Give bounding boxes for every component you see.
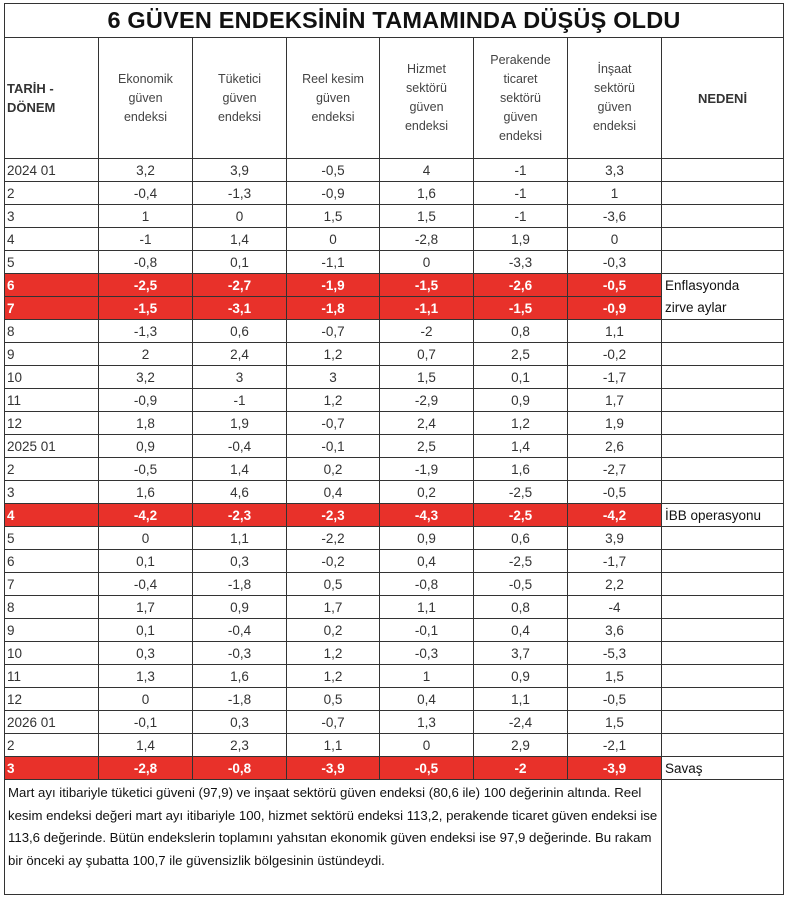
cell-economic: -0,8: [99, 251, 193, 274]
row-date: 6: [5, 274, 99, 297]
cell-real-sector: -0,9: [287, 182, 380, 205]
cell-economic: 1,6: [99, 481, 193, 504]
header-line: güven: [222, 90, 257, 105]
table-row: [5, 159, 784, 182]
cell-economic: -2,8: [99, 757, 193, 780]
cell-retail: -1: [474, 205, 568, 228]
cell-services: 1,5: [380, 205, 474, 228]
cell-construction: -1,7: [568, 366, 662, 389]
cell-services: 1,6: [380, 182, 474, 205]
cell-real-sector: -2,3: [287, 504, 380, 527]
row-date: 5: [5, 251, 99, 274]
header-consumer-confidence: [193, 38, 287, 159]
header-line: İnşaat: [597, 62, 632, 76]
header-line: sektörü: [406, 81, 447, 95]
cell-real-sector: 0,2: [287, 458, 380, 481]
cell-real-sector: -0,5: [287, 159, 380, 182]
cell-construction: 3,9: [568, 527, 662, 550]
header-line: Perakende: [490, 52, 551, 67]
row-reason: [662, 642, 784, 665]
table-row: [5, 228, 784, 251]
cell-services: 1,3: [380, 711, 474, 734]
cell-economic: -0,4: [99, 573, 193, 596]
cell-consumer: -0,4: [193, 435, 287, 458]
cell-services: -1,9: [380, 458, 474, 481]
cell-services: -2,9: [380, 389, 474, 412]
table-row: [5, 458, 784, 481]
cell-real-sector: -0,1: [287, 435, 380, 458]
cell-construction: 1,7: [568, 389, 662, 412]
cell-construction: 2,2: [568, 573, 662, 596]
cell-construction: -0,5: [568, 481, 662, 504]
cell-services: 0: [380, 734, 474, 757]
confidence-index-table: [4, 3, 784, 895]
cell-real-sector: -1,9: [287, 274, 380, 297]
cell-retail: 1,6: [474, 458, 568, 481]
cell-services: 0,2: [380, 481, 474, 504]
row-date: 7: [5, 297, 99, 320]
cell-services: 0,4: [380, 688, 474, 711]
cell-real-sector: 1,2: [287, 389, 380, 412]
header-line: endeksi: [498, 128, 543, 143]
cell-services: 2,5: [380, 435, 474, 458]
cell-construction: 0: [568, 228, 662, 251]
row-date: 2026 01: [5, 711, 99, 734]
cell-consumer: 1,4: [193, 458, 287, 481]
cell-retail: -2,5: [474, 504, 568, 527]
header-date: [5, 38, 99, 159]
note-text: Mart ayı itibariyle tüketici güveni (97,9) ve inşaat sektörü güven endeksi (80,6 ile) 100 değerinin altında. Reel kesim endeksi değeri mart ayı itibariyle 100, hizmet sektörü endeksi 113,2, perakende ticaret güven endeksi ise 113,6 değerinde. Bütün endekslerin toplamını yahsıtan ekonomik güven endeksi ise 97,9 değerinde. Bu rakam bir önceki ay şubatta 100,7 ile güvensizlik bölgesinin üstündeydi.: [5, 780, 662, 895]
row-date: 6: [5, 550, 99, 573]
row-date: 2: [5, 734, 99, 757]
table-row: [5, 389, 784, 412]
cell-economic: -0,1: [99, 711, 193, 734]
cell-real-sector: -1,1: [287, 251, 380, 274]
cell-consumer: 0,9: [193, 596, 287, 619]
cell-construction: -1,7: [568, 550, 662, 573]
cell-economic: -1,3: [99, 320, 193, 343]
cell-services: -0,3: [380, 642, 474, 665]
header-line: endeksi: [123, 109, 168, 124]
cell-services: 1,5: [380, 366, 474, 389]
row-reason: [662, 665, 784, 688]
cell-retail: 1,2: [474, 412, 568, 435]
row-date: 10: [5, 366, 99, 389]
cell-retail: 0,9: [474, 389, 568, 412]
table-row: [5, 366, 784, 389]
header-date-line-2: DÖNEM: [7, 100, 56, 115]
cell-real-sector: -0,2: [287, 550, 380, 573]
cell-services: 0,7: [380, 343, 474, 366]
cell-real-sector: 3: [287, 366, 380, 389]
table-row: [5, 527, 784, 550]
cell-real-sector: -3,9: [287, 757, 380, 780]
cell-services: 0: [380, 251, 474, 274]
row-date: 12: [5, 412, 99, 435]
table-row: [5, 665, 784, 688]
note-row: [5, 780, 784, 895]
header-construction-confidence: [568, 38, 662, 159]
cell-real-sector: 0,2: [287, 619, 380, 642]
cell-services: 2,4: [380, 412, 474, 435]
cell-economic: 1,7: [99, 596, 193, 619]
header-line: güven: [409, 100, 444, 114]
cell-real-sector: 1,1: [287, 734, 380, 757]
table-row: [5, 251, 784, 274]
confidence-index-table-container: [4, 3, 783, 895]
table-row: [5, 596, 784, 619]
cell-services: 0,4: [380, 550, 474, 573]
header-line: endeksi: [404, 119, 449, 133]
header-reason: NEDENİ: [662, 38, 784, 159]
row-date: 2: [5, 458, 99, 481]
row-date: 3: [5, 757, 99, 780]
table-title: 6 GÜVEN ENDEKSİNİN TAMAMINDA DÜŞÜŞ OLDU: [5, 4, 784, 38]
row-reason: [662, 688, 784, 711]
cell-real-sector: -2,2: [287, 527, 380, 550]
header-line: endeksi: [217, 109, 262, 124]
table-row: [5, 550, 784, 573]
row-reason: [662, 389, 784, 412]
cell-economic: 3,2: [99, 159, 193, 182]
row-reason: [662, 458, 784, 481]
cell-retail: -0,5: [474, 573, 568, 596]
cell-economic: 0,1: [99, 550, 193, 573]
row-reason: Enflasyonda: [662, 274, 784, 297]
cell-retail: 2,5: [474, 343, 568, 366]
cell-consumer: 2,4: [193, 343, 287, 366]
cell-retail: 0,1: [474, 366, 568, 389]
cell-real-sector: 0,4: [287, 481, 380, 504]
cell-retail: 1,1: [474, 688, 568, 711]
table-row: [5, 757, 784, 780]
row-reason: [662, 550, 784, 573]
row-date: 9: [5, 343, 99, 366]
cell-retail: -2,4: [474, 711, 568, 734]
cell-retail: -2,5: [474, 550, 568, 573]
cell-real-sector: -0,7: [287, 711, 380, 734]
cell-retail: -1: [474, 182, 568, 205]
cell-economic: 1,8: [99, 412, 193, 435]
row-reason: [662, 435, 784, 458]
cell-consumer: -1,8: [193, 573, 287, 596]
cell-retail: 0,8: [474, 320, 568, 343]
cell-construction: -0,9: [568, 297, 662, 320]
table-row: [5, 711, 784, 734]
row-date: 10: [5, 642, 99, 665]
table-row: [5, 205, 784, 228]
header-line: güven: [597, 100, 632, 114]
row-reason: [662, 228, 784, 251]
cell-construction: -0,5: [568, 274, 662, 297]
cell-construction: -0,3: [568, 251, 662, 274]
cell-consumer: 0: [193, 205, 287, 228]
table-row: [5, 481, 784, 504]
row-date: 4: [5, 504, 99, 527]
cell-economic: 1,3: [99, 665, 193, 688]
cell-economic: 0: [99, 527, 193, 550]
row-reason: [662, 573, 784, 596]
cell-economic: 3,2: [99, 366, 193, 389]
cell-construction: 1,1: [568, 320, 662, 343]
cell-real-sector: 0,5: [287, 573, 380, 596]
cell-economic: -1: [99, 228, 193, 251]
row-reason: İBB operasyonu: [662, 504, 784, 527]
cell-consumer: 1,4: [193, 228, 287, 251]
cell-retail: -2: [474, 757, 568, 780]
table-row: [5, 435, 784, 458]
cell-services: -0,1: [380, 619, 474, 642]
cell-real-sector: -1,8: [287, 297, 380, 320]
cell-construction: -3,9: [568, 757, 662, 780]
cell-consumer: 0,1: [193, 251, 287, 274]
cell-consumer: 0,3: [193, 711, 287, 734]
cell-construction: -5,3: [568, 642, 662, 665]
table-row: [5, 734, 784, 757]
cell-construction: -0,2: [568, 343, 662, 366]
cell-real-sector: 1,2: [287, 343, 380, 366]
header-real-sector-confidence: [287, 38, 380, 159]
row-reason: [662, 343, 784, 366]
header-line: güven: [128, 90, 163, 105]
cell-services: 4: [380, 159, 474, 182]
cell-consumer: 1,9: [193, 412, 287, 435]
cell-construction: -0,5: [568, 688, 662, 711]
cell-retail: 0,8: [474, 596, 568, 619]
cell-services: 0,9: [380, 527, 474, 550]
cell-construction: 2,6: [568, 435, 662, 458]
cell-construction: 1: [568, 182, 662, 205]
cell-retail: 2,9: [474, 734, 568, 757]
cell-economic: 1: [99, 205, 193, 228]
row-reason: [662, 412, 784, 435]
cell-retail: -1: [474, 159, 568, 182]
row-date: 7: [5, 573, 99, 596]
table-row: [5, 182, 784, 205]
cell-consumer: -1,3: [193, 182, 287, 205]
note-empty-cell: [662, 780, 784, 895]
cell-retail: 3,7: [474, 642, 568, 665]
cell-consumer: 0,3: [193, 550, 287, 573]
row-date: 5: [5, 527, 99, 550]
cell-real-sector: 1,5: [287, 205, 380, 228]
row-date: 3: [5, 481, 99, 504]
table-row: [5, 504, 784, 527]
cell-real-sector: 1,2: [287, 642, 380, 665]
row-date: 8: [5, 596, 99, 619]
row-reason: [662, 251, 784, 274]
cell-construction: -3,6: [568, 205, 662, 228]
row-reason: [662, 619, 784, 642]
cell-consumer: 2,3: [193, 734, 287, 757]
row-date: 11: [5, 665, 99, 688]
row-reason: [662, 596, 784, 619]
table-row: [5, 619, 784, 642]
header-line: Hizmet: [407, 62, 446, 76]
row-reason: [662, 527, 784, 550]
table-body: [5, 159, 784, 780]
header-line: ticaret: [503, 71, 538, 86]
cell-economic: 0,9: [99, 435, 193, 458]
cell-retail: -1,5: [474, 297, 568, 320]
cell-economic: -0,4: [99, 182, 193, 205]
row-reason: [662, 159, 784, 182]
cell-consumer: 1,1: [193, 527, 287, 550]
cell-economic: 1,4: [99, 734, 193, 757]
cell-services: 1,1: [380, 596, 474, 619]
cell-construction: 1,5: [568, 711, 662, 734]
cell-economic: -1,5: [99, 297, 193, 320]
cell-retail: -2,5: [474, 481, 568, 504]
row-date: 12: [5, 688, 99, 711]
row-reason: Savaş: [662, 757, 784, 780]
cell-consumer: 3: [193, 366, 287, 389]
cell-construction: 1,9: [568, 412, 662, 435]
cell-economic: 0: [99, 688, 193, 711]
cell-construction: 3,6: [568, 619, 662, 642]
header-services-confidence: [380, 38, 474, 159]
cell-construction: -2,1: [568, 734, 662, 757]
cell-retail: -3,3: [474, 251, 568, 274]
cell-economic: -2,5: [99, 274, 193, 297]
row-date: 2: [5, 182, 99, 205]
cell-retail: 0,6: [474, 527, 568, 550]
row-date: 11: [5, 389, 99, 412]
header-economic-confidence: [99, 38, 193, 159]
cell-consumer: -3,1: [193, 297, 287, 320]
table-row: [5, 688, 784, 711]
cell-services: -1,5: [380, 274, 474, 297]
cell-economic: -0,9: [99, 389, 193, 412]
row-date: 2025 01: [5, 435, 99, 458]
table-row: [5, 412, 784, 435]
header-line: endeksi: [311, 109, 355, 124]
cell-services: 1: [380, 665, 474, 688]
cell-consumer: 0,6: [193, 320, 287, 343]
cell-economic: 0,1: [99, 619, 193, 642]
header-line: Ekonomik: [118, 71, 173, 86]
cell-real-sector: 1,2: [287, 665, 380, 688]
row-reason: [662, 205, 784, 228]
cell-services: -4,3: [380, 504, 474, 527]
cell-retail: 1,4: [474, 435, 568, 458]
header-line: güven: [503, 109, 538, 124]
cell-economic: -0,5: [99, 458, 193, 481]
cell-construction: 1,5: [568, 665, 662, 688]
cell-consumer: -2,7: [193, 274, 287, 297]
table-row: [5, 343, 784, 366]
header-row: [5, 38, 784, 159]
cell-consumer: -1,8: [193, 688, 287, 711]
cell-consumer: -0,8: [193, 757, 287, 780]
row-reason: [662, 366, 784, 389]
row-date: 4: [5, 228, 99, 251]
cell-consumer: -2,3: [193, 504, 287, 527]
cell-economic: 0,3: [99, 642, 193, 665]
cell-retail: 0,9: [474, 665, 568, 688]
cell-retail: 1,9: [474, 228, 568, 251]
cell-services: -2: [380, 320, 474, 343]
cell-consumer: -0,3: [193, 642, 287, 665]
header-line: Reel kesim: [302, 71, 364, 86]
row-date: 2024 01: [5, 159, 99, 182]
cell-construction: -4: [568, 596, 662, 619]
cell-services: -1,1: [380, 297, 474, 320]
row-reason: [662, 320, 784, 343]
header-line: endeksi: [592, 119, 637, 133]
cell-construction: -2,7: [568, 458, 662, 481]
table-row: [5, 297, 784, 320]
cell-economic: -4,2: [99, 504, 193, 527]
cell-services: -0,5: [380, 757, 474, 780]
cell-real-sector: -0,7: [287, 412, 380, 435]
header-date-line-1: TARİH -: [7, 81, 54, 96]
table-row: [5, 320, 784, 343]
cell-real-sector: 0: [287, 228, 380, 251]
header-line: sektörü: [500, 90, 541, 105]
row-date: 3: [5, 205, 99, 228]
row-reason: [662, 182, 784, 205]
row-date: 9: [5, 619, 99, 642]
cell-retail: 0,4: [474, 619, 568, 642]
cell-consumer: -0,4: [193, 619, 287, 642]
row-reason: [662, 481, 784, 504]
table-row: [5, 274, 784, 297]
cell-construction: -4,2: [568, 504, 662, 527]
header-retail-confidence: [474, 38, 568, 159]
header-line: sektörü: [594, 81, 635, 95]
row-reason: [662, 734, 784, 757]
cell-real-sector: 0,5: [287, 688, 380, 711]
cell-services: -0,8: [380, 573, 474, 596]
cell-retail: -2,6: [474, 274, 568, 297]
cell-consumer: 1,6: [193, 665, 287, 688]
header-line: güven: [315, 90, 351, 105]
table-row: [5, 573, 784, 596]
cell-economic: 2: [99, 343, 193, 366]
cell-consumer: -1: [193, 389, 287, 412]
cell-services: -2,8: [380, 228, 474, 251]
row-reason: [662, 711, 784, 734]
row-reason: zirve aylar: [662, 297, 784, 320]
cell-real-sector: -0,7: [287, 320, 380, 343]
row-date: 8: [5, 320, 99, 343]
table-row: [5, 642, 784, 665]
cell-real-sector: 1,7: [287, 596, 380, 619]
cell-consumer: 4,6: [193, 481, 287, 504]
header-line: Tüketici: [217, 71, 262, 86]
cell-construction: 3,3: [568, 159, 662, 182]
cell-consumer: 3,9: [193, 159, 287, 182]
